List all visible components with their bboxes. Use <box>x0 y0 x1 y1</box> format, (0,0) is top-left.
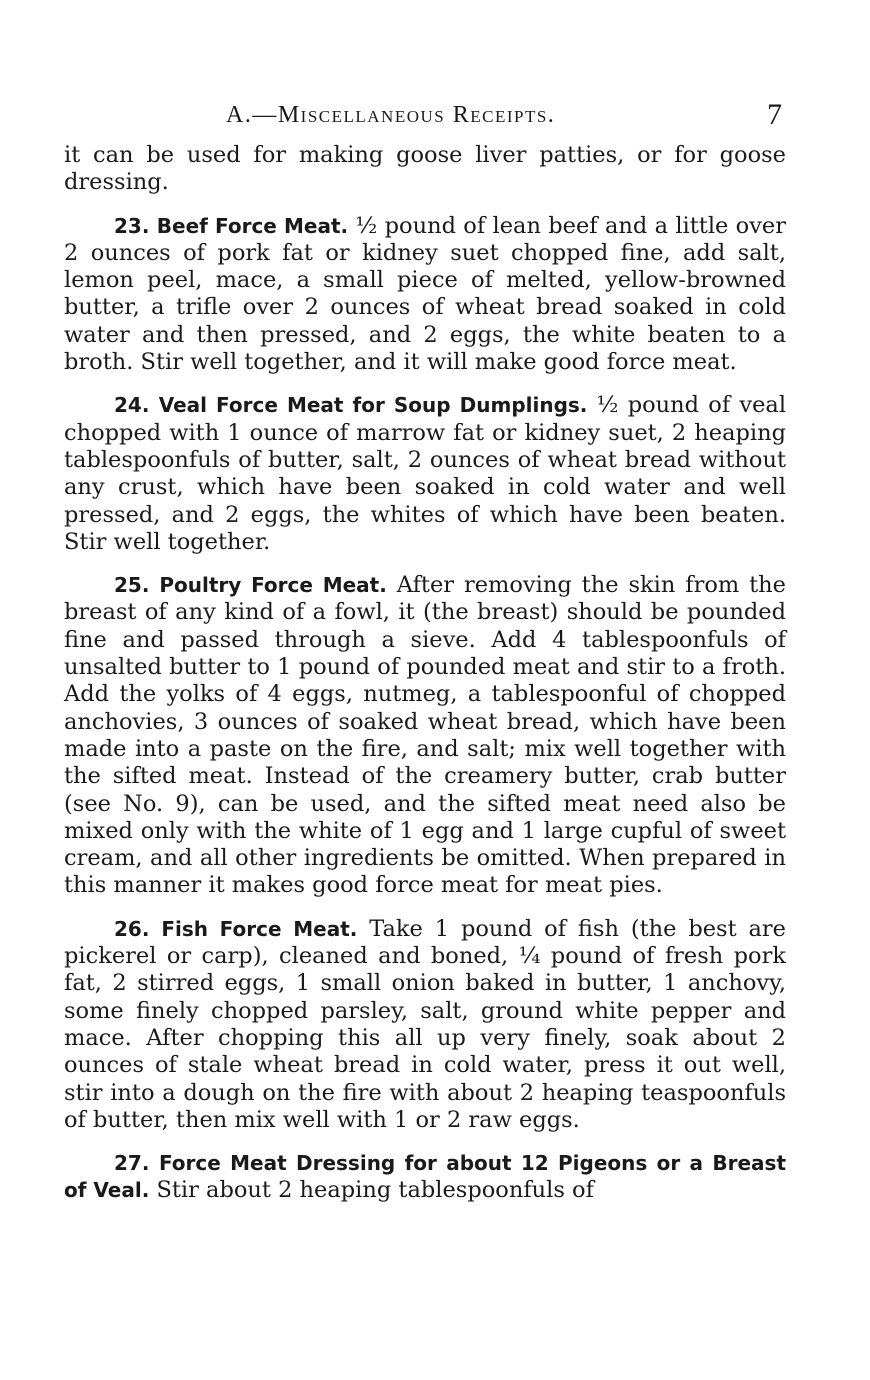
recipe-number: 27. <box>114 1151 150 1176</box>
recipe-23 <box>64 213 786 377</box>
recipe-text: Stir about 2 heaping tablespoonfuls of <box>156 1177 594 1204</box>
continuation-paragraph: it can be used for making goose liver patties, or for goose dressing. <box>64 142 786 196</box>
recipe-paragraph <box>64 1150 786 1205</box>
recipe-text: ½ pound of veal chopped with 1 ounce of marrow fat or kidney suet, 2 heaping tablespoonfuls of butter, salt, 2 ounces of wheat bread without any crust, which have been soaked in cold water and well pressed, and 2 eggs, the whites of which have been beaten. Stir well together. <box>64 392 787 555</box>
recipe-number: 25. <box>114 573 150 598</box>
recipe-heading: Fish Force Meat. <box>161 916 358 941</box>
recipe-text: ½ pound of lean beef and a little over 2 ounces of pork fat or kidney suet chopped fine, add salt, lemon peel, mace, a small piece of melted, yellow-browned butter, a trifle over 2 ounces of wheat bread soaked in cold water and then pressed, and 2 eggs, the white beaten to a broth. Stir well together, and it will make good force meat. <box>64 212 787 376</box>
recipe-number: 23. <box>114 213 150 238</box>
recipe-heading: Beef Force Meat. <box>156 213 349 238</box>
recipe-heading: Veal Force Meat for Soup Dumplings. <box>158 393 588 418</box>
recipe-text: Take 1 pound of fish (the best are pickerel or carp), cleaned and boned, ¼ pound of fresh pork fat, 2 stirred eggs, 1 small onion baked in butter, 1 anchovy, some finely chopped parsley, salt, ground white pepper and mace. After chopping this all up very finely, soak about 2 ounces of stale wheat bread in cold water, press it out well, stir into a dough on the fire with about 2 heaping teaspoonfuls of butter, then mix well with 1 or 2 raw eggs. <box>64 915 786 1133</box>
recipe-24 <box>64 392 786 556</box>
section-title: A.—Miscellaneous Receipts. <box>226 102 556 128</box>
running-head <box>64 98 786 142</box>
recipe-number: 24. <box>114 393 150 418</box>
recipe-25 <box>64 572 786 900</box>
book-page <box>64 98 786 1205</box>
recipe-text: After removing the skin from the breast of any kind of a fowl, it (the breast) should be pounded fine and passed through a sieve. Add 4 tablespoonfuls of unsalted butter to 1 pound of pounded meat and stir to a froth. Add the yolks of 4 eggs, nutmeg, a tablespoonful of chopped anchovies, 3 ounces of soaked wheat bread, which have been made into a paste on the fire, and salt; mix well together with the sifted meat. Instead of the creamery butter, crab butter (see No. 9), can be used, and the sifted meat need also be mixed only with the white of 1 egg and 1 large cupful of sweet cream, and all other ingredients be omitted. When prepared in this manner it makes good force meat for meat pies. <box>64 572 786 899</box>
recipe-heading: Force Meat Dressing for about 12 Pigeons or a Breast of Veal. <box>64 1151 786 1203</box>
page-number: 7 <box>767 98 782 131</box>
recipe-26 <box>64 916 786 1134</box>
recipe-paragraph <box>64 392 786 556</box>
recipe-paragraph <box>64 572 786 900</box>
recipe-paragraph <box>64 213 786 377</box>
recipe-number: 26. <box>114 916 150 941</box>
recipe-27 <box>64 1150 786 1205</box>
recipe-paragraph <box>64 916 786 1134</box>
recipe-heading: Poultry Force Meat. <box>159 573 387 598</box>
